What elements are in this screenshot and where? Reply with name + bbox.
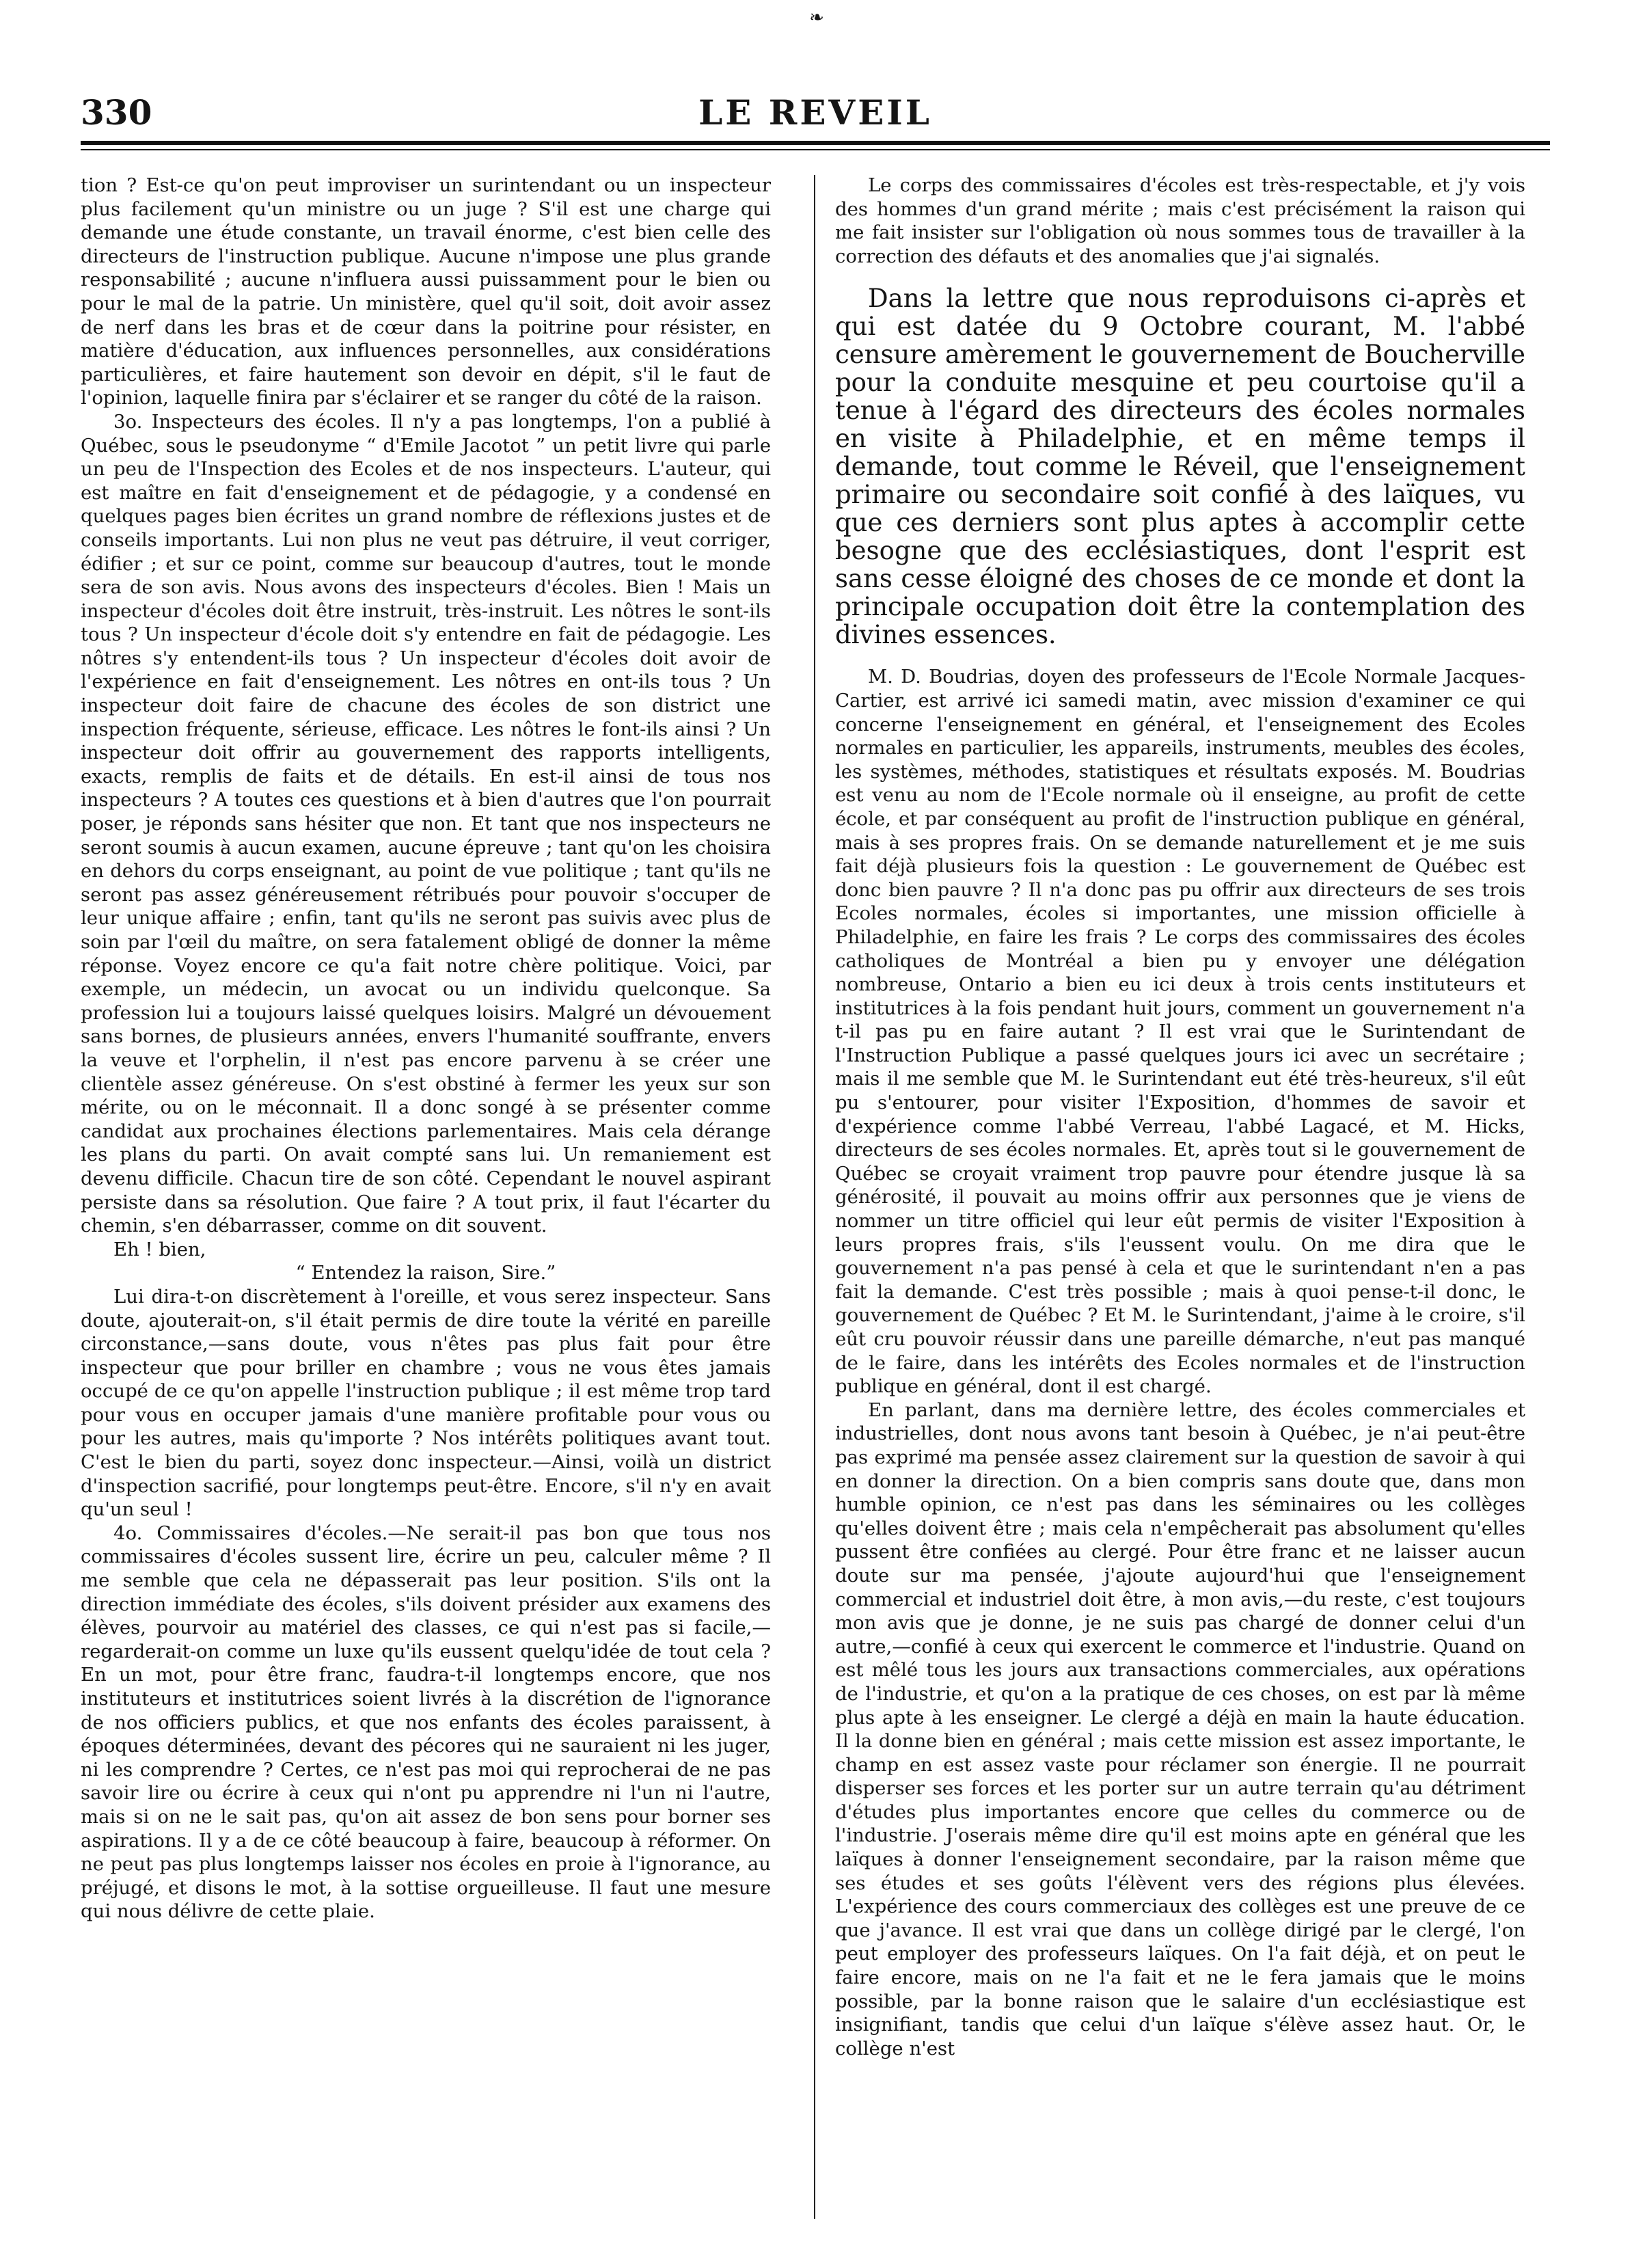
paragraph: tion ? Est-ce qu'on peut improviser un surintendant ou un inspecteur plus facilement qu'un ministre ou un juge ? S'il est une charge qui demande une étude constante, un travail énorme, c'est bien celle des directeurs de l'instruction publique. Aucune n'impose une plus grande responsabilité ; aucune n'influera aussi puissamment pour le bien ou pour le mal de la patrie. Un ministère, quel qu'il soit, doit avoir assez de nerf dans les bras et de cœur dans la poitrine pour résister, en matière d'éducation, aux influences personnelles, aux considérations particulières, et faire hautement son devoir en dépit, s'il le faut de l'opinion, laquelle finira par s'éclairer et se ranger du côté de la raison. (81, 174, 771, 409)
header-rule (81, 141, 1550, 145)
paragraph: 3o. Inspecteurs des écoles. Il n'y a pas longtemps, l'on a publié à Québec, sous le pseudonyme “ d'Emile Jacotot ” un petit livre qui parle un peu de l'Inspection des Ecoles et de nos inspecteurs. L'auteur, qui est maître en fait d'enseignement et de pédagogie, y a condensé en quelques pages bien écrites un grand nombre de réflexions justes et de conseils importants. Lui non plus ne veut pas détruire, il veut corriger, édifier ; et sur ce point, comme sur beaucoup d'autres, tout le monde sera de son avis. Nous avons des inspecteurs d'écoles. Bien ! Mais un inspecteur d'écoles doit être instruit, très-instruit. Les nôtres le sont-ils tous ? Un inspecteur d'école doit s'y entendre en fait de pédagogie. Les nôtres s'y entendent-ils tous ? Un inspecteur d'écoles doit avoir de l'expérience en fait d'enseignement. Les nôtres en ont-ils tous ? Un inspecteur doit faire de chacune des écoles de son district une inspection fréquente, sérieuse, efficace. Les nôtres le font-ils ainsi ? Un inspecteur doit offrir au gouvernement des rapports intelligents, exacts, remplis de faits et de détails. En est-il ainsi de tous nos inspecteurs ? A toutes ces questions et à bien d'autres que l'on pourrait poser, je réponds sans hésiter que non. Et tant que nos inspecteurs ne seront soumis à aucun examen, aucune épreuve ; tant qu'on les choisira en dehors du corps enseignant, au point de vue politique ; tant qu'ils ne seront pas assez généreusement rétribués pour pouvoir s'occuper de leur unique affaire ; enfin, tant qu'ils ne seront pas suivis avec plus de soin par l'œil du maître, on sera fatalement obligé de donner la même réponse. Voyez encore ce qu'a fait notre chère politique. Voici, par exemple, un médecin, un avocat ou un individu quelconque. Sa profession lui a toujours laissé quelques loisirs. Malgré un dévouement sans bornes, de plusieurs années, envers l'humanité souffrante, envers la veuve et l'orphelin, il n'est pas encore parvenu à se créer une clientèle assez généreuse. On s'est obstiné à fermer les yeux sur son mérite, ou on le méconnait. Il a donc songé à se présenter comme candidat aux prochaines élections parlementaires. Mais cela dérange les plans du parti. On avait compté sans lui. Un remaniement est devenu difficile. Chacun tire de son côté. Cependant le nouvel aspirant persiste dans sa résolution. Que faire ? A tout prix, il faut l'écarter du chemin, s'en débarrasser, comme on dit souvent. (81, 410, 771, 1237)
left-column (81, 174, 771, 2221)
page-number: 330 (81, 92, 152, 133)
right-column (835, 174, 1525, 2221)
paragraph: 4o. Commissaires d'écoles.—Ne serait-il pas bon que tous nos commissaires d'écoles sussent lire, écrire un peu, calculer même ? Il me semble que cela ne dépasserait pas leur position. S'ils ont la direction immédiate des écoles, s'ils doivent présider aux examens des élèves, pourvoir au matériel des classes, ce qui n'est pas si facile,—regarderait-on comme un luxe qu'ils eussent quelqu'idée de tout cela ? En un mot, pour être franc, faudra-t-il longtemps encore, que nos instituteurs et institutrices soient livrés à la discrétion de l'ignorance de nos officiers publics, et que nos enfants des écoles paraissent, à époques déterminées, devant des pécores qui ne sauraient ni les juger, ni les comprendre ? Certes, ce n'est pas moi qui reprocherai de ne pas savoir lire ou écrire à ceux qui n'ont pu apprendre ni l'un ni l'autre, mais si on ne le sait pas, qu'on ait assez de bon sens pour borner ses aspirations. Il y a de ce côté beaucoup à faire, beaucoup à réformer. On ne peut pas plus longtemps laisser nos écoles en proie à l'ignorance, au préjugé, et disons le mot, à la sottise orgueilleuse. Il faut une mesure qui nous délivre de cette plaie. (81, 1522, 771, 1923)
newspaper-title: LE REVEIL (698, 92, 932, 133)
paragraph: Eh ! bien, (113, 1238, 206, 1260)
paragraph: En parlant, dans ma dernière lettre, des écoles commerciales et industrielles, dont nous avons tant besoin à Québec, je n'ai peut-être pas exprimé ma pensée assez clairement sur la question de savoir à qui en donner la direction. On a bien compris sans doute que, dans mon humble opinion, ce n'est pas dans les séminaires ou les collèges qu'elles doivent être ; mais cela n'empêcherait pas absolument qu'elles pussent être confiées au clergé. Pour être franc et ne laisser aucun doute sur ma pensée, j'ajoute aujourd'hui que l'enseignement commercial et industriel doit être, à mon avis,—du reste, c'est toujours mon avis que je donne, je ne suis pas chargé de donner celui d'un autre,—confié à ceux qui exercent le commerce et l'industrie. Quand on est mêlé tous les jours aux transactions commerciales, aux opérations de l'industrie, et qu'on a la pratique de ces choses, on est par là même plus apte à les enseigner. Le clergé a déjà en main la haute éducation. Il la donne bien en général ; mais cette mission est assez importante, le champ en est assez vaste pour réclamer son énergie. Il ne pourrait disperser ses forces et les porter sur un autre terrain qu'au détriment d'études plus importantes encore que celles du commerce ou de l'industrie. J'oserais même dire qu'il est moins apte en général que les laïques à donner l'enseignement secondaire, par la raison même que ses études et ses goûts l'élèvent vers des régions plus élevées. L'expérience des cours commerciaux des collèges est une preuve de ce que j'avance. Il est vrai que dans un collège dirigé par le clergé, l'on peut employer des professeurs laïques. On l'a fait déjà, et on peut le faire encore, mais on ne l'a fait et ne le fera jamais que le moins possible, par la bonne raison que le salaire d'un ecclésiastique est insignifiant, tandis que celui d'un laïque s'élève assez haut. Or, le collège n'est (835, 1399, 1525, 2060)
ornament-icon: ❧ (809, 8, 824, 28)
paragraph: M. D. Boudrias, doyen des professeurs de l'Ecole Normale Jacques-Cartier, est arrivé ici samedi matin, avec mission d'examiner ce qui concerne l'enseignement en général, et l'enseignement des Ecoles normales en particulier, les appareils, instruments, meubles des écoles, les systèmes, méthodes, statistiques et résultats exposés. M. Boudrias est venu au nom de l'Ecole normale où il enseigne, au profit de cette école, et par conséquent au profit de l'instruction publique en général, mais à ses propres frais. On se demande naturellement et je me suis fait déjà plusieurs fois la question : Le gouvernement de Québec est donc bien pauvre ? Il n'a donc pas pu offrir aux directeurs de ses trois Ecoles normales, écoles si importantes, une mission officielle à Philadelphie, en faire les frais ? Le corps des commissaires des écoles catholiques de Montréal a bien pu y envoyer une délégation nombreuse, Ontario a bien eu ici deux à trois cents instituteurs et institutrices à la fois pendant huit jours, comment un gouvernement n'a t-il pas pu en faire autant ? Il est vrai que le Surintendant de l'Instruction Publique a passé quelques jours ici avec un secrétaire ; mais il me semble que M. le Surintendant eut été très-heureux, s'il eût pu s'entourer, pour visiter l'Exposition, d'hommes de savoir et d'expérience comme l'abbé Verreau, l'abbé Lagacé, et M. Hicks, directeurs de ses écoles normales. Et, après tout si le gouvernement de Québec se croyait vraiment trop pauvre pour étendre jusque là sa générosité, il pouvait au moins offrir aux personnes que je viens de nommer un titre officiel qui leur eût permis de visiter l'Exposition à leurs propres frais, s'ils l'eussent voulu. On me dira que le gouvernement n'a pas pensé à cela et que le surintendant n'en a pas fait la demande. C'est très possible ; mais à quoi pense-t-il donc, le gouvernement de Québec ? Et M. le Surintendant, j'aime à le croire, s'il eût cru pouvoir réussir dans une pareille démarche, n'eut pas manqué de le faire, dans les intérêts des Ecoles normales et de l'instruction publique en général, dont il est chargé. (835, 666, 1525, 1398)
header-rule-thin (81, 149, 1550, 150)
paragraph: Le corps des commissaires d'écoles est très-respectable, et j'y vois des hommes d'un grand mérite ; mais c'est précisément la raison qui me fait insister sur l'obligation où nous sommes tous de travailler à la correction des défauts et des anomalies que j'ai signalés. (835, 174, 1525, 267)
editorial-note: Dans la lettre que nous reproduisons ci-après et qui est datée du 9 Octobre courant, M. l'abbé censure amèrement le gouvernement de Boucherville pour la conduite mesquine et peu courtoise qu'il a tenue à l'égard des directeurs des écoles normales en visite à Philadelphie, et en même temps il demande, tout comme le Réveil, que l'enseignement primaire ou secondaire soit confié à des laïques, vu que ces derniers sont plus aptes à accomplir cette besogne que des ecclésiastiques, dont l'esprit est sans cesse éloigné des choses de ce monde et dont la principale occupation doit être la contemplation des divines essences. (835, 284, 1525, 650)
column-divider (814, 175, 815, 2219)
quotation: “ Entendez la raison, Sire.” (295, 1262, 556, 1284)
page-header (81, 89, 1550, 137)
paragraph: Lui dira-t-on discrètement à l'oreille, et vous serez inspecteur. Sans doute, ajouterait-on, s'il était permis de dire toute la vérité en pareille circonstance,—sans doute, vous n'êtes pas plus fait pour être inspecteur que pour briller en chambre ; vous ne vous êtes jamais occupé de ce qu'on appelle l'instruction publique ; il est même trop tard pour vous en occuper jamais d'une manière profitable pour vous ou pour les autres, mais qu'importe ? Nos intérêts politiques avant tout. C'est le bien du parti, soyez donc inspecteur.—Ainsi, voilà un district d'inspection sacrifié, pour longtemps peut-être. Encore, s'il n'y en avait qu'un seul ! (81, 1285, 771, 1521)
